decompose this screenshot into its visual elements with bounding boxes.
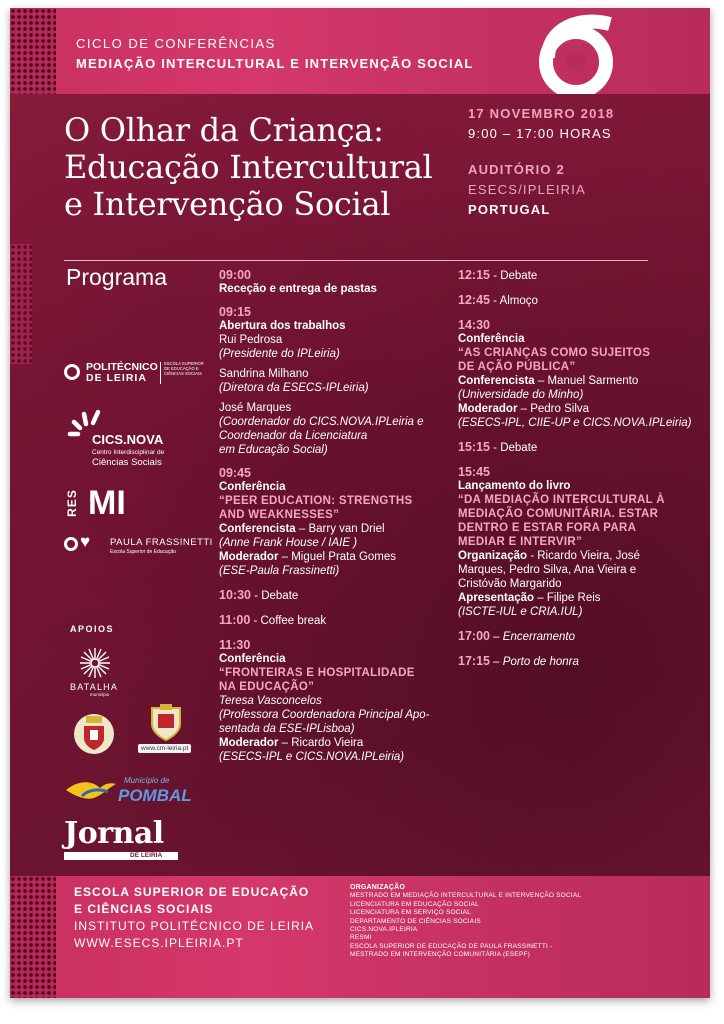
- footer-url[interactable]: WWW.ESECS.IPLEIRIA.PT: [74, 936, 244, 950]
- session-time: 11:30: [219, 638, 251, 652]
- org-item: LICENCIATURA EM SERVIÇO SOCIAL: [350, 909, 471, 917]
- session-time: 14:30: [458, 318, 490, 332]
- poster: [10, 8, 710, 998]
- politecnico-name-b: DE LEIRIA: [86, 372, 147, 384]
- role-label: Organização: [458, 550, 528, 562]
- cm-leiria-logo: [138, 702, 198, 762]
- speaker-name: – Miguel Prata Gomes: [278, 551, 397, 563]
- session-1430: [458, 318, 694, 430]
- session-title: - Debate: [489, 442, 538, 454]
- speaker-name: – Manuel Sarmento: [534, 375, 639, 387]
- footer-school-2: E CIÊNCIAS SOCIAIS: [74, 902, 214, 916]
- jornal-name: Jornal: [64, 816, 164, 851]
- header-dot-pattern: [10, 8, 56, 94]
- pombal-name-a: Município de: [124, 776, 170, 785]
- session-time: 09:45: [219, 466, 251, 480]
- session-1700: 17:00 – Encerramento: [458, 629, 576, 643]
- logo-jornal: [64, 816, 180, 862]
- speaker-role: (Coordenador do CICS.NOVA.IPLeiria e: [219, 416, 424, 428]
- resmi-a: RES: [64, 489, 79, 517]
- title-line-2: Educação Intercultural: [64, 148, 433, 186]
- speaker-name: – Filipe Reis: [534, 592, 601, 604]
- session-time: 12:15: [458, 268, 490, 282]
- speaker-name: – Ricardo Vieira: [278, 737, 364, 749]
- cm-leiria-crest-icon: [146, 702, 186, 742]
- session-time: 15:45: [458, 465, 490, 479]
- event-date: 17 NOVEMBRO 2018: [468, 106, 615, 121]
- role-label: Conferencista: [219, 523, 296, 535]
- session-time: 09:15: [219, 305, 251, 319]
- speaker-name: Rui Pedrosa: [219, 334, 283, 346]
- session-1245: [458, 293, 694, 308]
- logo-batalha: [64, 646, 124, 698]
- session-time: 09:00: [219, 268, 251, 282]
- session-title: - Debate: [489, 270, 538, 282]
- schedule-left: [219, 268, 455, 770]
- organizers: Cristóvão Margarido: [458, 578, 562, 590]
- book-title: “DA MEDIAÇÃO INTERCULTURAL À: [458, 494, 665, 506]
- session-title: Abertura dos trabalhos: [219, 320, 346, 332]
- book-title: MEDIAR E INTERVIR”: [458, 536, 583, 548]
- role-label: Conferencista: [458, 375, 535, 387]
- left-dot-pattern: [10, 244, 32, 364]
- paula-name: PAULA FRASSINETTI: [110, 537, 213, 548]
- series-label: CICLO DE CONFERÊNCIAS: [76, 36, 276, 51]
- session-1030: [219, 588, 455, 603]
- title-line-1: O Olhar da Criança:: [64, 111, 384, 149]
- speaker-role: (ESE-Paula Frassinetti): [219, 565, 340, 577]
- footer-school-1: ESCOLA SUPERIOR DE EDUCAÇÃO: [74, 885, 310, 899]
- role-label: Apresentação: [458, 592, 535, 604]
- footer-dot-pattern: [10, 876, 56, 998]
- main-title: [64, 112, 432, 223]
- speaker-role: (Diretora da ESECS-IPLeiria): [219, 382, 369, 394]
- session-kind: Conferência: [458, 333, 525, 345]
- org-item: RESMI: [350, 934, 372, 942]
- organizers: Marques, Pedro Silva, Ana Vieira e: [458, 564, 637, 576]
- session-0945: [219, 466, 455, 578]
- cics-name: CICS.NOVA: [92, 432, 164, 447]
- session-1100: [219, 613, 455, 628]
- leiria-crest-icon: [72, 710, 116, 756]
- speaker-role: sentada da ESE-IPLisboa): [219, 723, 355, 735]
- speaker-role: (ISCTE-IUL e CRIA.IUL): [458, 606, 583, 618]
- session-0915: [219, 305, 455, 457]
- event-country: PORTUGAL: [468, 202, 551, 217]
- session-title: - Almoço: [489, 295, 538, 307]
- speaker-name: José Marques: [219, 402, 292, 414]
- session-title: - Debate: [250, 590, 299, 602]
- footer-organization: [350, 884, 610, 960]
- speaker-name: – Barry van Driel: [295, 523, 385, 535]
- role-label: Moderador: [458, 403, 518, 415]
- title-line-3: e Intervenção Social: [64, 185, 391, 223]
- logo-cics: [64, 406, 194, 470]
- series-title: MEDIAÇÃO INTERCULTURAL E INTERVENÇÃO SOCIAL: [76, 56, 474, 71]
- org-item: DEPARTAMENTO DE CIÊNCIAS SOCIAIS: [350, 917, 481, 925]
- session-1130: [219, 638, 455, 764]
- session-time: 15:15: [458, 440, 490, 454]
- event-venue: AUDITÓRIO 2: [468, 162, 565, 177]
- organizers: - Ricardo Vieira, José: [527, 550, 640, 562]
- politecnico-name-a: POLITÉCNICO: [86, 361, 158, 373]
- org-item: MESTRADO EM MEDIAÇÃO INTERCULTURAL E INTERVENÇÃO SOCIAL: [350, 892, 582, 900]
- logo-paula: [64, 534, 214, 558]
- talk-title: DE AÇÃO PÚBLICA”: [458, 361, 576, 373]
- speaker-name: Teresa Vasconcelos: [219, 695, 322, 707]
- session-kind: Conferência: [219, 653, 286, 665]
- batalha-sub: município: [90, 692, 110, 697]
- session-time: 17:15: [458, 654, 490, 668]
- session-title: Receção e entrega de pastas: [219, 283, 377, 295]
- session-1215: [458, 268, 694, 283]
- speaker-name: – Pedro Silva: [517, 403, 590, 415]
- speaker-role: (ESECS-IPL e CICS.NOVA.IPLeiria): [219, 751, 405, 763]
- batalha-star-icon: [78, 646, 112, 680]
- paula-sub: Escola Superior de Educação: [110, 549, 176, 555]
- programa-label: Programa: [66, 264, 167, 290]
- book-title: MEDIAÇÃO COMUNITÁRIA. ESTAR: [458, 508, 659, 520]
- book-title: DENTRO E ESTAR FORA PARA: [458, 522, 637, 534]
- event-hours: 9:00 – 17:00 HORAS: [468, 126, 612, 141]
- resmi-b: MI: [88, 484, 126, 522]
- politecnico-small: ESCOLA SUPERIOR DE EDUCAÇÃO E CIÊNCIAS SOCIAIS: [164, 361, 204, 377]
- org-label: ORGANIZAÇÃO: [350, 884, 406, 891]
- speaker-role: (Professora Coordenadora Principal Apo-: [219, 709, 430, 721]
- schedule-right: [458, 268, 694, 675]
- cics-sub2: Ciências Sociais: [92, 457, 162, 468]
- cics-sub1: Centro Interdisciplinar de: [92, 449, 165, 456]
- talk-title: AND WEAKNESSES”: [219, 509, 340, 521]
- logo-pombal: [64, 774, 194, 808]
- logo-politecnico: [64, 360, 209, 388]
- paula-circle-icon: [64, 537, 78, 551]
- talk-title: “PEER EDUCATION: STRENGTHS: [219, 495, 413, 507]
- pombal-bird-icon: [64, 776, 118, 802]
- session-time: 17:00: [458, 629, 490, 643]
- speaker-role: (Presidente do IPLeiria): [219, 348, 340, 360]
- session-1715: 17:15 – Porto de honra: [458, 654, 579, 668]
- session-title: - Coffee break: [250, 615, 327, 627]
- politecnico-icon: [64, 364, 80, 380]
- session-time: 10:30: [219, 588, 251, 602]
- org-item: CICS.NOVA.IPLEIRIA: [350, 926, 418, 934]
- role-label: Moderador: [219, 737, 279, 749]
- session-kind: Lançamento do livro: [458, 480, 571, 492]
- session-0900: [219, 268, 455, 296]
- jornal-sub: DE LEIRIA: [130, 852, 163, 859]
- session-title: Porto de honra: [502, 656, 579, 668]
- speaker-role: (Universidade do Minho): [458, 389, 584, 401]
- batalha-name: BATALHA: [70, 682, 119, 692]
- apoios-label: APOIOS: [70, 624, 115, 634]
- speaker-role: (ESECS-IPL, CIIE-UP e CICS.NOVA.IPLeiria): [458, 417, 692, 429]
- event-info: [468, 104, 614, 220]
- talk-title: “FRONTEIRAS E HOSPITALIDADE: [219, 667, 415, 679]
- org-item: LICENCIATURA EM EDUCAÇÃO SOCIAL: [350, 900, 479, 908]
- talk-title: “AS CRIANÇAS COMO SUJEITOS: [458, 347, 651, 359]
- role-label: Moderador: [219, 551, 279, 563]
- session-title: Encerramento: [502, 631, 576, 643]
- speaker-role: Coordenador da Licenciatura: [219, 430, 368, 442]
- pombal-name-b: POMBAL: [118, 786, 192, 805]
- event-school: ESECS/IPLEIRIA: [468, 182, 586, 197]
- footer-institute: INSTITUTO POLITÉCNICO DE LEIRIA: [74, 919, 315, 933]
- heart-icon: ♥: [80, 532, 91, 551]
- cm-leiria-url: www.cm-leiria.pt: [138, 744, 191, 753]
- speaker-name: Sandrina Milhano: [219, 368, 309, 380]
- speaker-role: em Educação Social): [219, 444, 328, 456]
- org-item: ESCOLA SUPERIOR DE EDUCAÇÃO DE PAULA FRASSINETTI -: [350, 942, 553, 950]
- talk-title: NA EDUCAÇÃO”: [219, 681, 315, 693]
- logo-resmi: [64, 486, 164, 522]
- divider-line: [64, 260, 648, 261]
- speaker-role: (Anne Frank House / IAIE ): [219, 537, 358, 549]
- six-emblem-icon: [530, 14, 630, 94]
- session-time: 12:45: [458, 293, 490, 307]
- session-time: 11:00: [219, 613, 251, 627]
- org-item: MESTRADO EM INTERVENÇÃO COMUNITÁRIA (ESEPF): [350, 951, 531, 959]
- session-1545: [458, 465, 694, 619]
- session-kind: Conferência: [219, 481, 286, 493]
- session-1515: [458, 440, 694, 455]
- footer-left: [74, 884, 314, 952]
